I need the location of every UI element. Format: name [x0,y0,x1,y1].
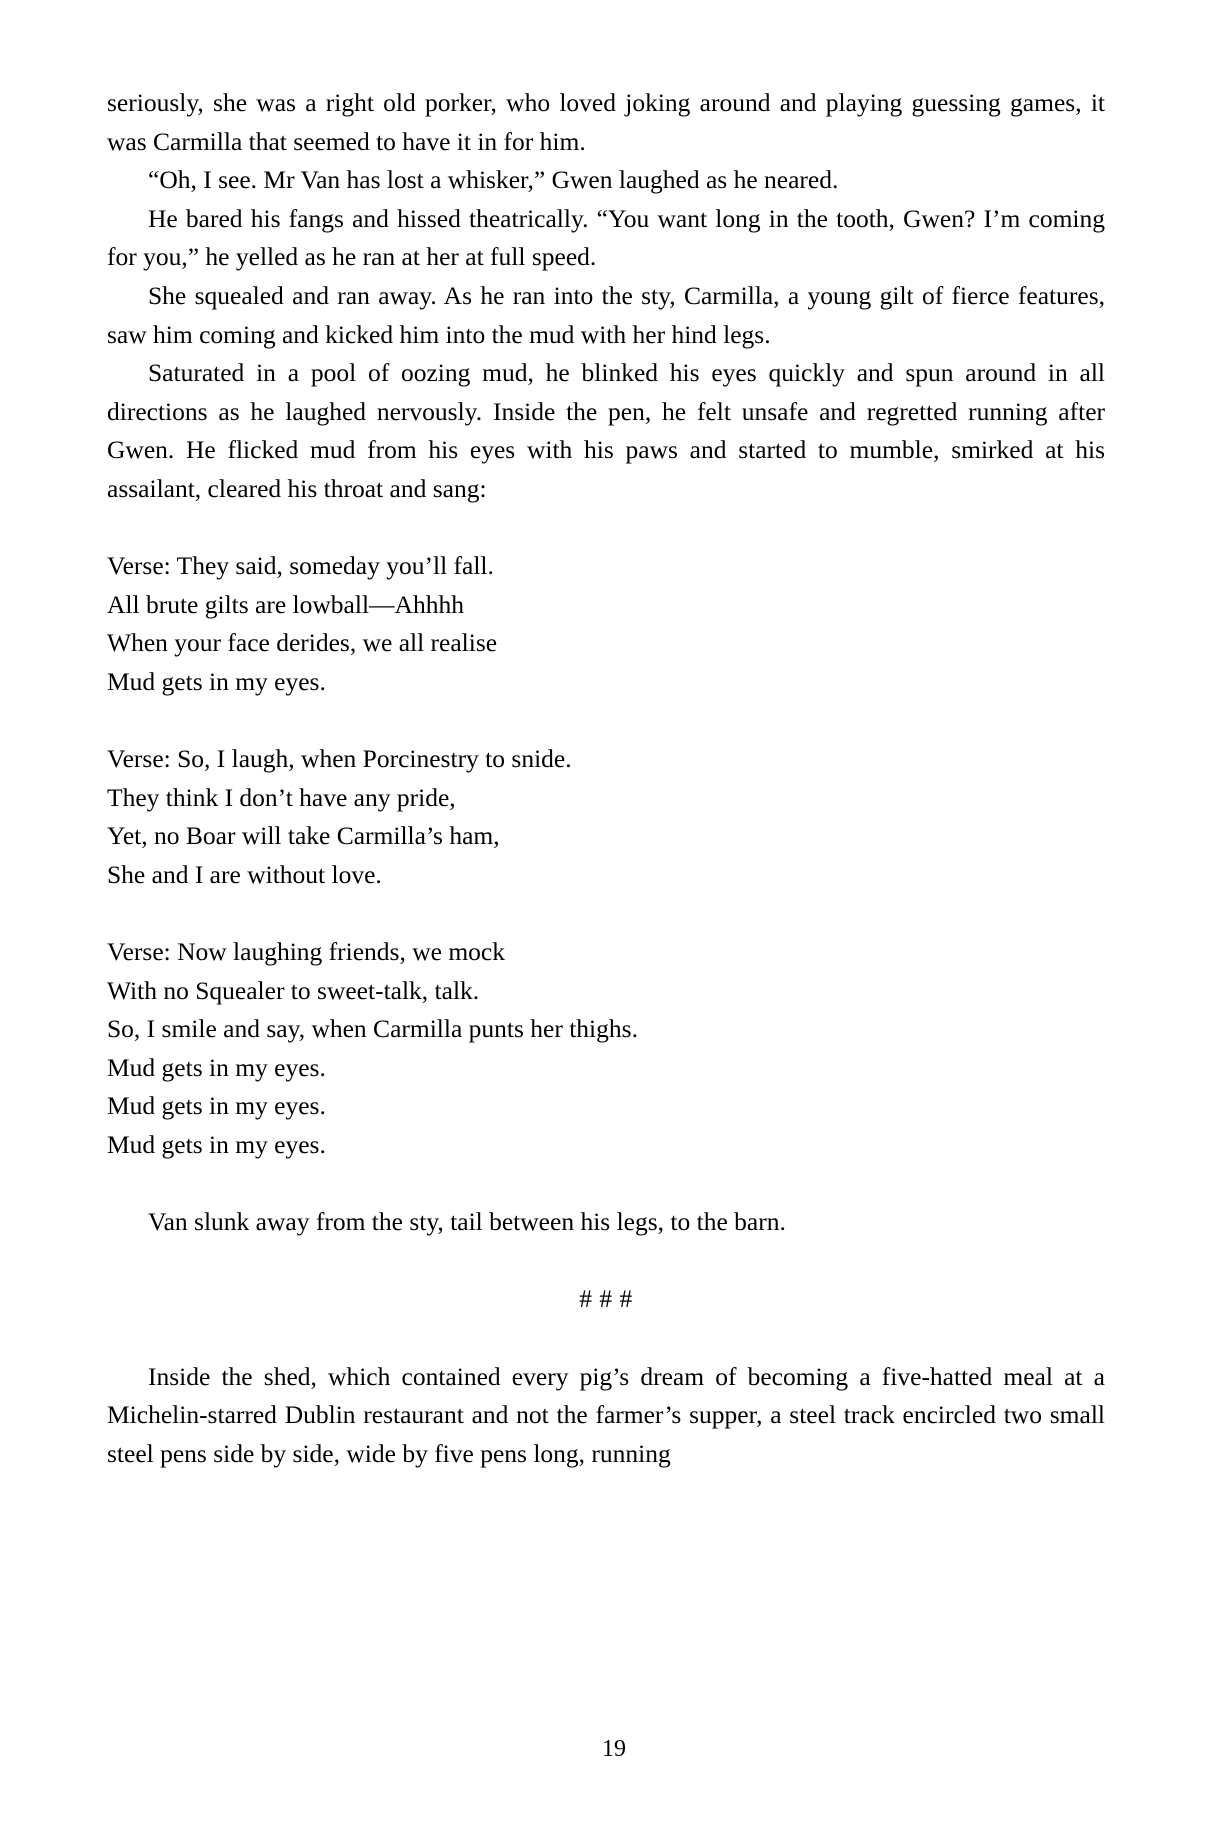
verse-block [107,547,1105,701]
blank-line [107,1319,1105,1358]
verse-block [107,740,1105,894]
verse-line: Mud gets in my eyes. [107,1091,326,1121]
paragraph: seriously, she was a right old porker, who loved joking around and playing guessing games, it was Carmilla that seemed to have it in for him. [107,88,1105,156]
blank-line [107,509,1105,548]
blank-line [107,702,1105,741]
verse-line: Mud gets in my eyes. [107,1130,326,1160]
blank-line [107,1165,1105,1204]
paragraph: Inside the shed, which contained every pig’s dream of becoming a five-hatted meal at a Michelin-starred Dublin restaurant and not the farmer’s supper, a steel track encircled two small steel pens side by side, wide by five pens long, running [107,1361,1105,1468]
paragraph: Saturated in a pool of oozing mud, he blinked his eyes quickly and spun around in all directions as he laughed nervously. Inside the pen, he felt unsafe and regretted running after Gwen. He flicked mud from his eyes with his paws and started to mumble, smirked at his assailant, cleared his throat and sang: [107,358,1105,503]
verse-line: So, I smile and say, when Carmilla punts her thighs. [107,1014,638,1044]
verse-line: She and I are without love. [107,859,382,889]
paragraph: “Oh, I see. Mr Van has lost a whisker,” Gwen laughed as he neared. [148,165,839,195]
verse-line: When your face derides, we all realise [107,628,498,658]
paragraph: She squealed and ran away. As he ran into the sty, Carmilla, a young gilt of fierce features, saw him coming and kicked him into the mud with her hind legs. [107,280,1105,349]
scene-divider: # # # [579,1284,633,1314]
verse-line: All brute gilts are lowball—Ahhhh [107,589,464,619]
page-content [107,84,1105,1473]
paragraph: Van slunk away from the sty, tail between his legs, to the barn. [148,1207,786,1237]
paragraph: He bared his fangs and hissed theatrically. “You want long in the tooth, Gwen? I’m coming for you,” he yelled as he ran at her at full speed. [107,203,1105,272]
verse-line: Mud gets in my eyes. [107,1052,326,1082]
verse-line: Verse: Now laughing friends, we mock [107,937,505,967]
blank-line [107,1242,1105,1281]
page-number: 19 [602,1736,626,1762]
verse-line: Mud gets in my eyes. [107,666,326,696]
verse-line: With no Squealer to sweet-talk, talk. [107,975,480,1005]
verse-line: Verse: So, I laugh, when Porcinestry to snide. [107,744,572,774]
verse-block [107,933,1105,1165]
verse-line: Yet, no Boar will take Carmilla’s ham, [107,821,500,851]
verse-line: They think I don’t have any pride, [107,782,456,812]
verse-line: Verse: They said, someday you’ll fall. [107,551,494,581]
blank-line [107,894,1105,933]
